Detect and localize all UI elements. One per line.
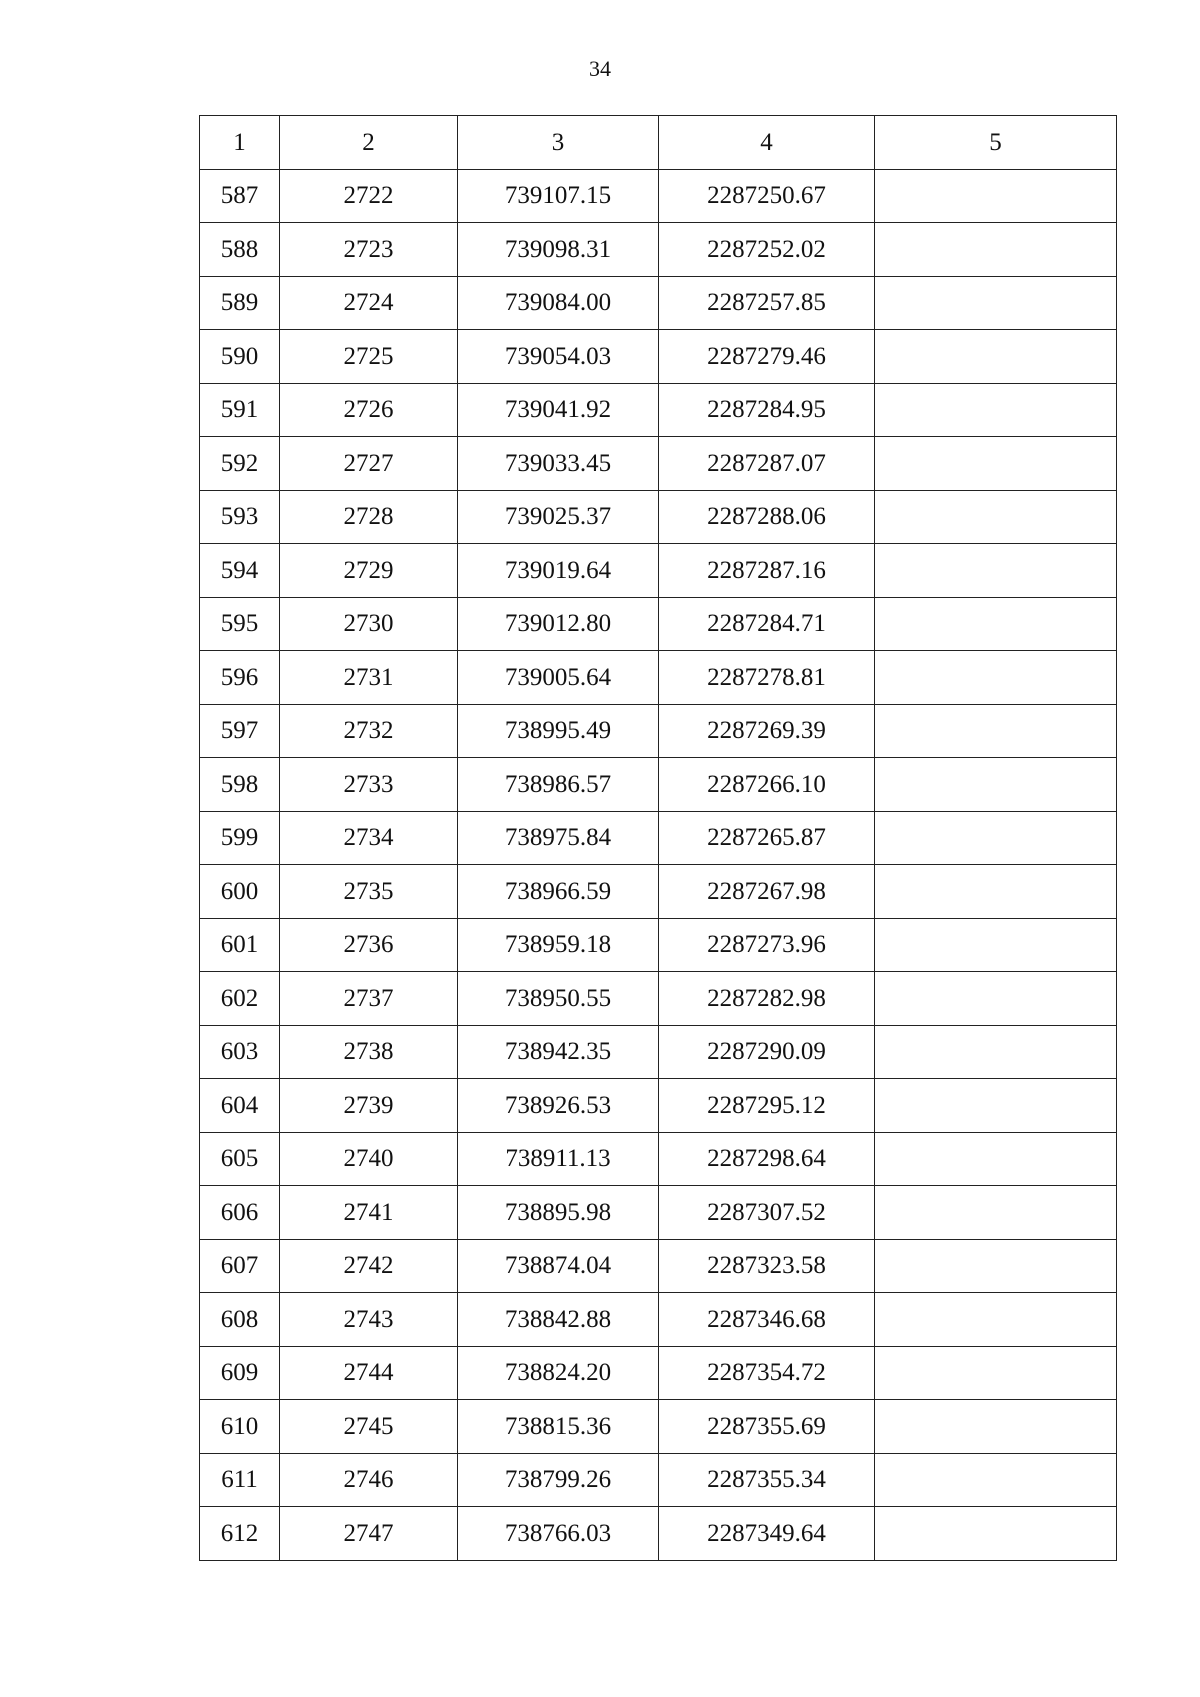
row-number-cell: 610	[200, 1400, 280, 1454]
x-coordinate-cell: 738966.59	[458, 865, 659, 919]
y-coordinate-cell: 2287323.58	[659, 1239, 875, 1293]
row-number-cell: 592	[200, 437, 280, 491]
point-number-cell: 2722	[280, 169, 458, 223]
point-number-cell: 2743	[280, 1293, 458, 1347]
table-row	[200, 490, 1117, 544]
row-number-cell: 602	[200, 972, 280, 1026]
row-number-cell: 608	[200, 1293, 280, 1347]
table-row	[200, 1293, 1117, 1347]
row-number-cell: 604	[200, 1079, 280, 1133]
point-number-cell: 2735	[280, 865, 458, 919]
y-coordinate-cell: 2287349.64	[659, 1507, 875, 1561]
y-coordinate-cell: 2287288.06	[659, 490, 875, 544]
x-coordinate-cell: 738959.18	[458, 918, 659, 972]
row-number-cell: 607	[200, 1239, 280, 1293]
table-row	[200, 1025, 1117, 1079]
x-coordinate-cell: 739107.15	[458, 169, 659, 223]
table-row	[200, 1453, 1117, 1507]
x-coordinate-cell: 739012.80	[458, 597, 659, 651]
note-cell	[875, 437, 1117, 491]
row-number-cell: 594	[200, 544, 280, 598]
table-row	[200, 437, 1117, 491]
row-number-cell: 605	[200, 1132, 280, 1186]
row-number-cell: 606	[200, 1186, 280, 1240]
table-row	[200, 1186, 1117, 1240]
y-coordinate-cell: 2287355.69	[659, 1400, 875, 1454]
y-coordinate-cell: 2287284.71	[659, 597, 875, 651]
y-coordinate-cell: 2287269.39	[659, 704, 875, 758]
note-cell	[875, 1025, 1117, 1079]
table-row	[200, 758, 1117, 812]
x-coordinate-cell: 738815.36	[458, 1400, 659, 1454]
note-cell	[875, 918, 1117, 972]
x-coordinate-cell: 739054.03	[458, 330, 659, 384]
y-coordinate-cell: 2287257.85	[659, 276, 875, 330]
point-number-cell: 2739	[280, 1079, 458, 1133]
table-row	[200, 169, 1117, 223]
row-number-cell: 600	[200, 865, 280, 919]
y-coordinate-cell: 2287287.07	[659, 437, 875, 491]
y-coordinate-cell: 2287252.02	[659, 223, 875, 277]
point-number-cell: 2730	[280, 597, 458, 651]
note-cell	[875, 1400, 1117, 1454]
note-cell	[875, 276, 1117, 330]
x-coordinate-cell: 739025.37	[458, 490, 659, 544]
y-coordinate-cell: 2287295.12	[659, 1079, 875, 1133]
y-coordinate-cell: 2287279.46	[659, 330, 875, 384]
y-coordinate-cell: 2287282.98	[659, 972, 875, 1026]
x-coordinate-cell: 739033.45	[458, 437, 659, 491]
x-coordinate-cell: 738895.98	[458, 1186, 659, 1240]
coordinates-table	[199, 115, 1117, 1561]
table-row	[200, 597, 1117, 651]
x-coordinate-cell: 738942.35	[458, 1025, 659, 1079]
header-cell: 4	[659, 116, 875, 170]
table-row	[200, 276, 1117, 330]
y-coordinate-cell: 2287287.16	[659, 544, 875, 598]
table-row	[200, 651, 1117, 705]
header-cell: 5	[875, 116, 1117, 170]
note-cell	[875, 1186, 1117, 1240]
page-number: 34	[589, 56, 611, 81]
y-coordinate-cell: 2287284.95	[659, 383, 875, 437]
y-coordinate-cell: 2287265.87	[659, 811, 875, 865]
note-cell	[875, 651, 1117, 705]
note-cell	[875, 1079, 1117, 1133]
point-number-cell: 2731	[280, 651, 458, 705]
point-number-cell: 2734	[280, 811, 458, 865]
row-number-cell: 596	[200, 651, 280, 705]
y-coordinate-cell: 2287346.68	[659, 1293, 875, 1347]
x-coordinate-cell: 738986.57	[458, 758, 659, 812]
y-coordinate-cell: 2287355.34	[659, 1453, 875, 1507]
point-number-cell: 2745	[280, 1400, 458, 1454]
table-row	[200, 1400, 1117, 1454]
point-number-cell: 2732	[280, 704, 458, 758]
point-number-cell: 2741	[280, 1186, 458, 1240]
note-cell	[875, 597, 1117, 651]
table-row	[200, 223, 1117, 277]
x-coordinate-cell: 738995.49	[458, 704, 659, 758]
note-cell	[875, 811, 1117, 865]
x-coordinate-cell: 739041.92	[458, 383, 659, 437]
row-number-cell: 609	[200, 1346, 280, 1400]
table-row	[200, 811, 1117, 865]
x-coordinate-cell: 738799.26	[458, 1453, 659, 1507]
table-row	[200, 544, 1117, 598]
point-number-cell: 2746	[280, 1453, 458, 1507]
note-cell	[875, 544, 1117, 598]
note-cell	[875, 490, 1117, 544]
y-coordinate-cell: 2287290.09	[659, 1025, 875, 1079]
row-number-cell: 593	[200, 490, 280, 544]
note-cell	[875, 1453, 1117, 1507]
row-number-cell: 590	[200, 330, 280, 384]
y-coordinate-cell: 2287298.64	[659, 1132, 875, 1186]
note-cell	[875, 1132, 1117, 1186]
header-cell: 3	[458, 116, 659, 170]
note-cell	[875, 223, 1117, 277]
note-cell	[875, 169, 1117, 223]
point-number-cell: 2727	[280, 437, 458, 491]
table-row	[200, 972, 1117, 1026]
note-cell	[875, 1507, 1117, 1561]
point-number-cell: 2740	[280, 1132, 458, 1186]
note-cell	[875, 704, 1117, 758]
row-number-cell: 612	[200, 1507, 280, 1561]
y-coordinate-cell: 2287266.10	[659, 758, 875, 812]
x-coordinate-cell: 738926.53	[458, 1079, 659, 1133]
point-number-cell: 2742	[280, 1239, 458, 1293]
note-cell	[875, 1346, 1117, 1400]
y-coordinate-cell: 2287250.67	[659, 169, 875, 223]
x-coordinate-cell: 738950.55	[458, 972, 659, 1026]
table-row	[200, 918, 1117, 972]
table-row	[200, 1346, 1117, 1400]
y-coordinate-cell: 2287267.98	[659, 865, 875, 919]
x-coordinate-cell: 739019.64	[458, 544, 659, 598]
row-number-cell: 603	[200, 1025, 280, 1079]
point-number-cell: 2729	[280, 544, 458, 598]
point-number-cell: 2736	[280, 918, 458, 972]
x-coordinate-cell: 738766.03	[458, 1507, 659, 1561]
y-coordinate-cell: 2287278.81	[659, 651, 875, 705]
point-number-cell: 2723	[280, 223, 458, 277]
table-row	[200, 1507, 1117, 1561]
row-number-cell: 595	[200, 597, 280, 651]
table-row	[200, 1132, 1117, 1186]
note-cell	[875, 1239, 1117, 1293]
note-cell	[875, 758, 1117, 812]
table-header-row	[200, 116, 1117, 170]
table-row	[200, 1079, 1117, 1133]
point-number-cell: 2744	[280, 1346, 458, 1400]
point-number-cell: 2738	[280, 1025, 458, 1079]
row-number-cell: 589	[200, 276, 280, 330]
y-coordinate-cell: 2287354.72	[659, 1346, 875, 1400]
x-coordinate-cell: 738824.20	[458, 1346, 659, 1400]
x-coordinate-cell: 738842.88	[458, 1293, 659, 1347]
point-number-cell: 2725	[280, 330, 458, 384]
note-cell	[875, 1293, 1117, 1347]
row-number-cell: 601	[200, 918, 280, 972]
row-number-cell: 597	[200, 704, 280, 758]
table-body	[200, 116, 1117, 1561]
point-number-cell: 2724	[280, 276, 458, 330]
row-number-cell: 588	[200, 223, 280, 277]
point-number-cell: 2747	[280, 1507, 458, 1561]
x-coordinate-cell: 739084.00	[458, 276, 659, 330]
header-cell: 2	[280, 116, 458, 170]
row-number-cell: 598	[200, 758, 280, 812]
note-cell	[875, 330, 1117, 384]
point-number-cell: 2726	[280, 383, 458, 437]
x-coordinate-cell: 739005.64	[458, 651, 659, 705]
table-row	[200, 704, 1117, 758]
x-coordinate-cell: 738975.84	[458, 811, 659, 865]
note-cell	[875, 383, 1117, 437]
table-row	[200, 383, 1117, 437]
table-row	[200, 330, 1117, 384]
row-number-cell: 599	[200, 811, 280, 865]
point-number-cell: 2728	[280, 490, 458, 544]
row-number-cell: 611	[200, 1453, 280, 1507]
row-number-cell: 591	[200, 383, 280, 437]
header-cell: 1	[200, 116, 280, 170]
row-number-cell: 587	[200, 169, 280, 223]
table-row	[200, 865, 1117, 919]
point-number-cell: 2737	[280, 972, 458, 1026]
y-coordinate-cell: 2287273.96	[659, 918, 875, 972]
point-number-cell: 2733	[280, 758, 458, 812]
note-cell	[875, 972, 1117, 1026]
x-coordinate-cell: 739098.31	[458, 223, 659, 277]
x-coordinate-cell: 738874.04	[458, 1239, 659, 1293]
y-coordinate-cell: 2287307.52	[659, 1186, 875, 1240]
x-coordinate-cell: 738911.13	[458, 1132, 659, 1186]
table-row	[200, 1239, 1117, 1293]
note-cell	[875, 865, 1117, 919]
